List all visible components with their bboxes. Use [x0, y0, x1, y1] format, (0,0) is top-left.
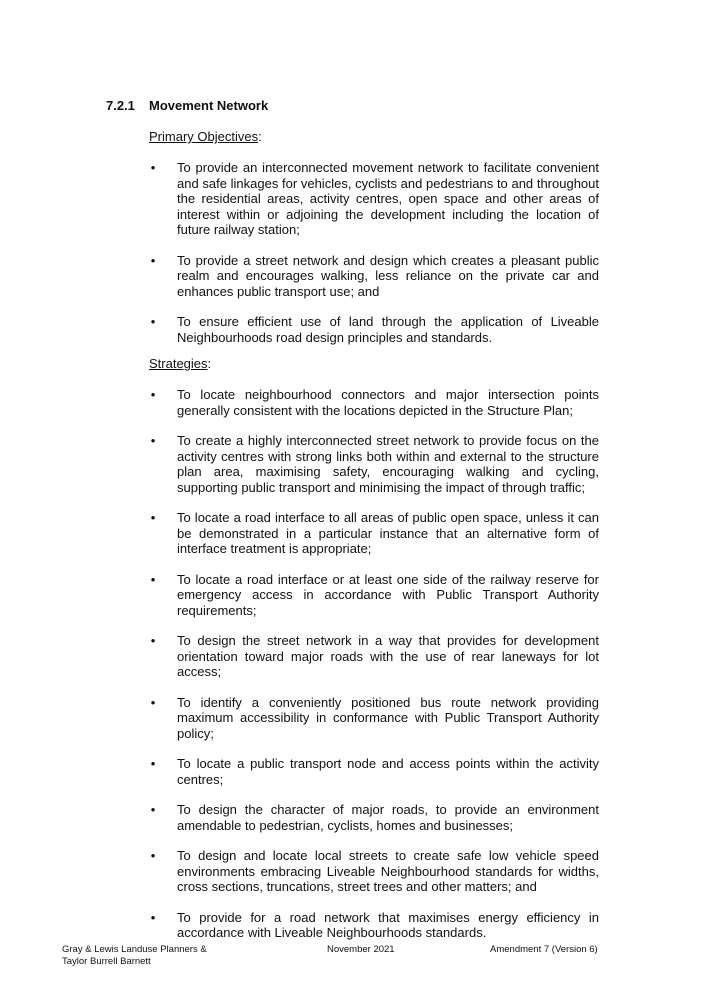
list-item: [149, 695, 599, 742]
bullet-icon: •: [150, 909, 156, 925]
bullet-icon: •: [150, 802, 156, 817]
list-item: [149, 633, 599, 680]
bullet-icon: •: [150, 160, 156, 175]
list-item: [149, 387, 599, 418]
list-item: [149, 572, 599, 619]
list-item: [149, 253, 599, 300]
list-item-text: To ensure efficient use of land through the application of Liveable Neighbourhoods road design principles and standards.: [177, 314, 599, 345]
strategies-heading-text: Strategies: [149, 356, 208, 371]
primary-objectives-list: [149, 160, 599, 360]
footer-author-line-2: Taylor Burrell Barnett: [62, 956, 151, 967]
section-heading: [106, 98, 268, 113]
footer-date: November 2021: [327, 944, 395, 955]
list-item-text: To design the character of major roads, to provide an environment amendable to pedestrian, cyclists, homes and businesses;: [177, 802, 599, 833]
bullet-icon: •: [150, 633, 156, 648]
bullet-icon: •: [150, 694, 156, 710]
bullet-icon: •: [150, 756, 156, 771]
bullet-icon: •: [150, 314, 156, 329]
list-item-text: To identify a conveniently positioned bus route network providing maximum accessibility in conformance with Public Transport Authority policy;: [177, 694, 599, 741]
bullet-icon: •: [150, 848, 156, 863]
list-item: [149, 314, 599, 345]
list-item-text: To locate a public transport node and access points within the activity centres;: [177, 756, 599, 787]
strategies-list: [149, 387, 599, 956]
footer-author-line-1: Gray & Lewis Landuse Planners &: [62, 944, 207, 955]
list-item-text: To provide for a road network that maximises energy efficiency in accordance with Liveable Neighbourhoods standards.: [177, 909, 599, 940]
strategies-colon: :: [207, 356, 212, 371]
list-item-text: To design and locate local streets to create safe low vehicle speed environments embracing Liveable Neighbourhood standards for widths, cross sections, truncations, street trees and other matters; and: [177, 848, 599, 894]
list-item: [149, 433, 599, 495]
list-item-text: To create a highly interconnected street network to provide focus on the activity centres with strong links both within and external to the structure plan area, maximising safety, encouraging walking and cycling, supporting public transport and minimising the impact of through traffic;: [177, 433, 599, 495]
primary-objectives-colon: :: [258, 129, 262, 144]
list-item: [149, 802, 599, 833]
section-number: 7.2.1: [106, 98, 135, 113]
bullet-icon: •: [150, 387, 156, 402]
list-item-text: To provide a street network and design which creates a pleasant public realm and encourages walking, less reliance on the private car and enhances public transport use; and: [177, 252, 599, 299]
list-item-text: To locate a road interface or at least one side of the railway reserve for emergency access in accordance with Public Transport Authority requirements;: [177, 571, 599, 618]
list-item-text: To design the street network in a way that provides for development orientation toward major roads with the use of rear laneways for lot access;: [177, 633, 599, 679]
list-item: [149, 910, 599, 941]
section-title: Movement Network: [149, 98, 269, 113]
list-item: [149, 848, 599, 895]
list-item: [149, 510, 599, 557]
list-item: [149, 160, 599, 238]
bullet-icon: •: [150, 510, 156, 525]
footer-author: [62, 944, 207, 968]
strategies-heading: [149, 356, 211, 372]
list-item-text: To locate a road interface to all areas of public open space, unless it can be demonstrated in a particular instance that an alternative form of interface treatment is appropriate;: [177, 510, 599, 556]
footer-version: Amendment 7 (Version 6): [490, 944, 598, 955]
bullet-icon: •: [150, 571, 156, 587]
primary-objectives-heading-text: Primary Objectives: [149, 129, 259, 144]
bullet-icon: •: [150, 433, 156, 448]
list-item-text: To provide an interconnected movement network to facilitate convenient and safe linkages for vehicles, cyclists and pedestrians to and throughout the residential areas, activity centres, open space and other areas of interest within or adjoining the development including the location of future railway station;: [177, 160, 599, 237]
list-item: [149, 756, 599, 787]
primary-objectives-heading: [149, 129, 262, 145]
bullet-icon: •: [150, 252, 156, 268]
list-item-text: To locate neighbourhood connectors and major intersection points generally consistent with the locations depicted in the Structure Plan;: [177, 387, 599, 418]
